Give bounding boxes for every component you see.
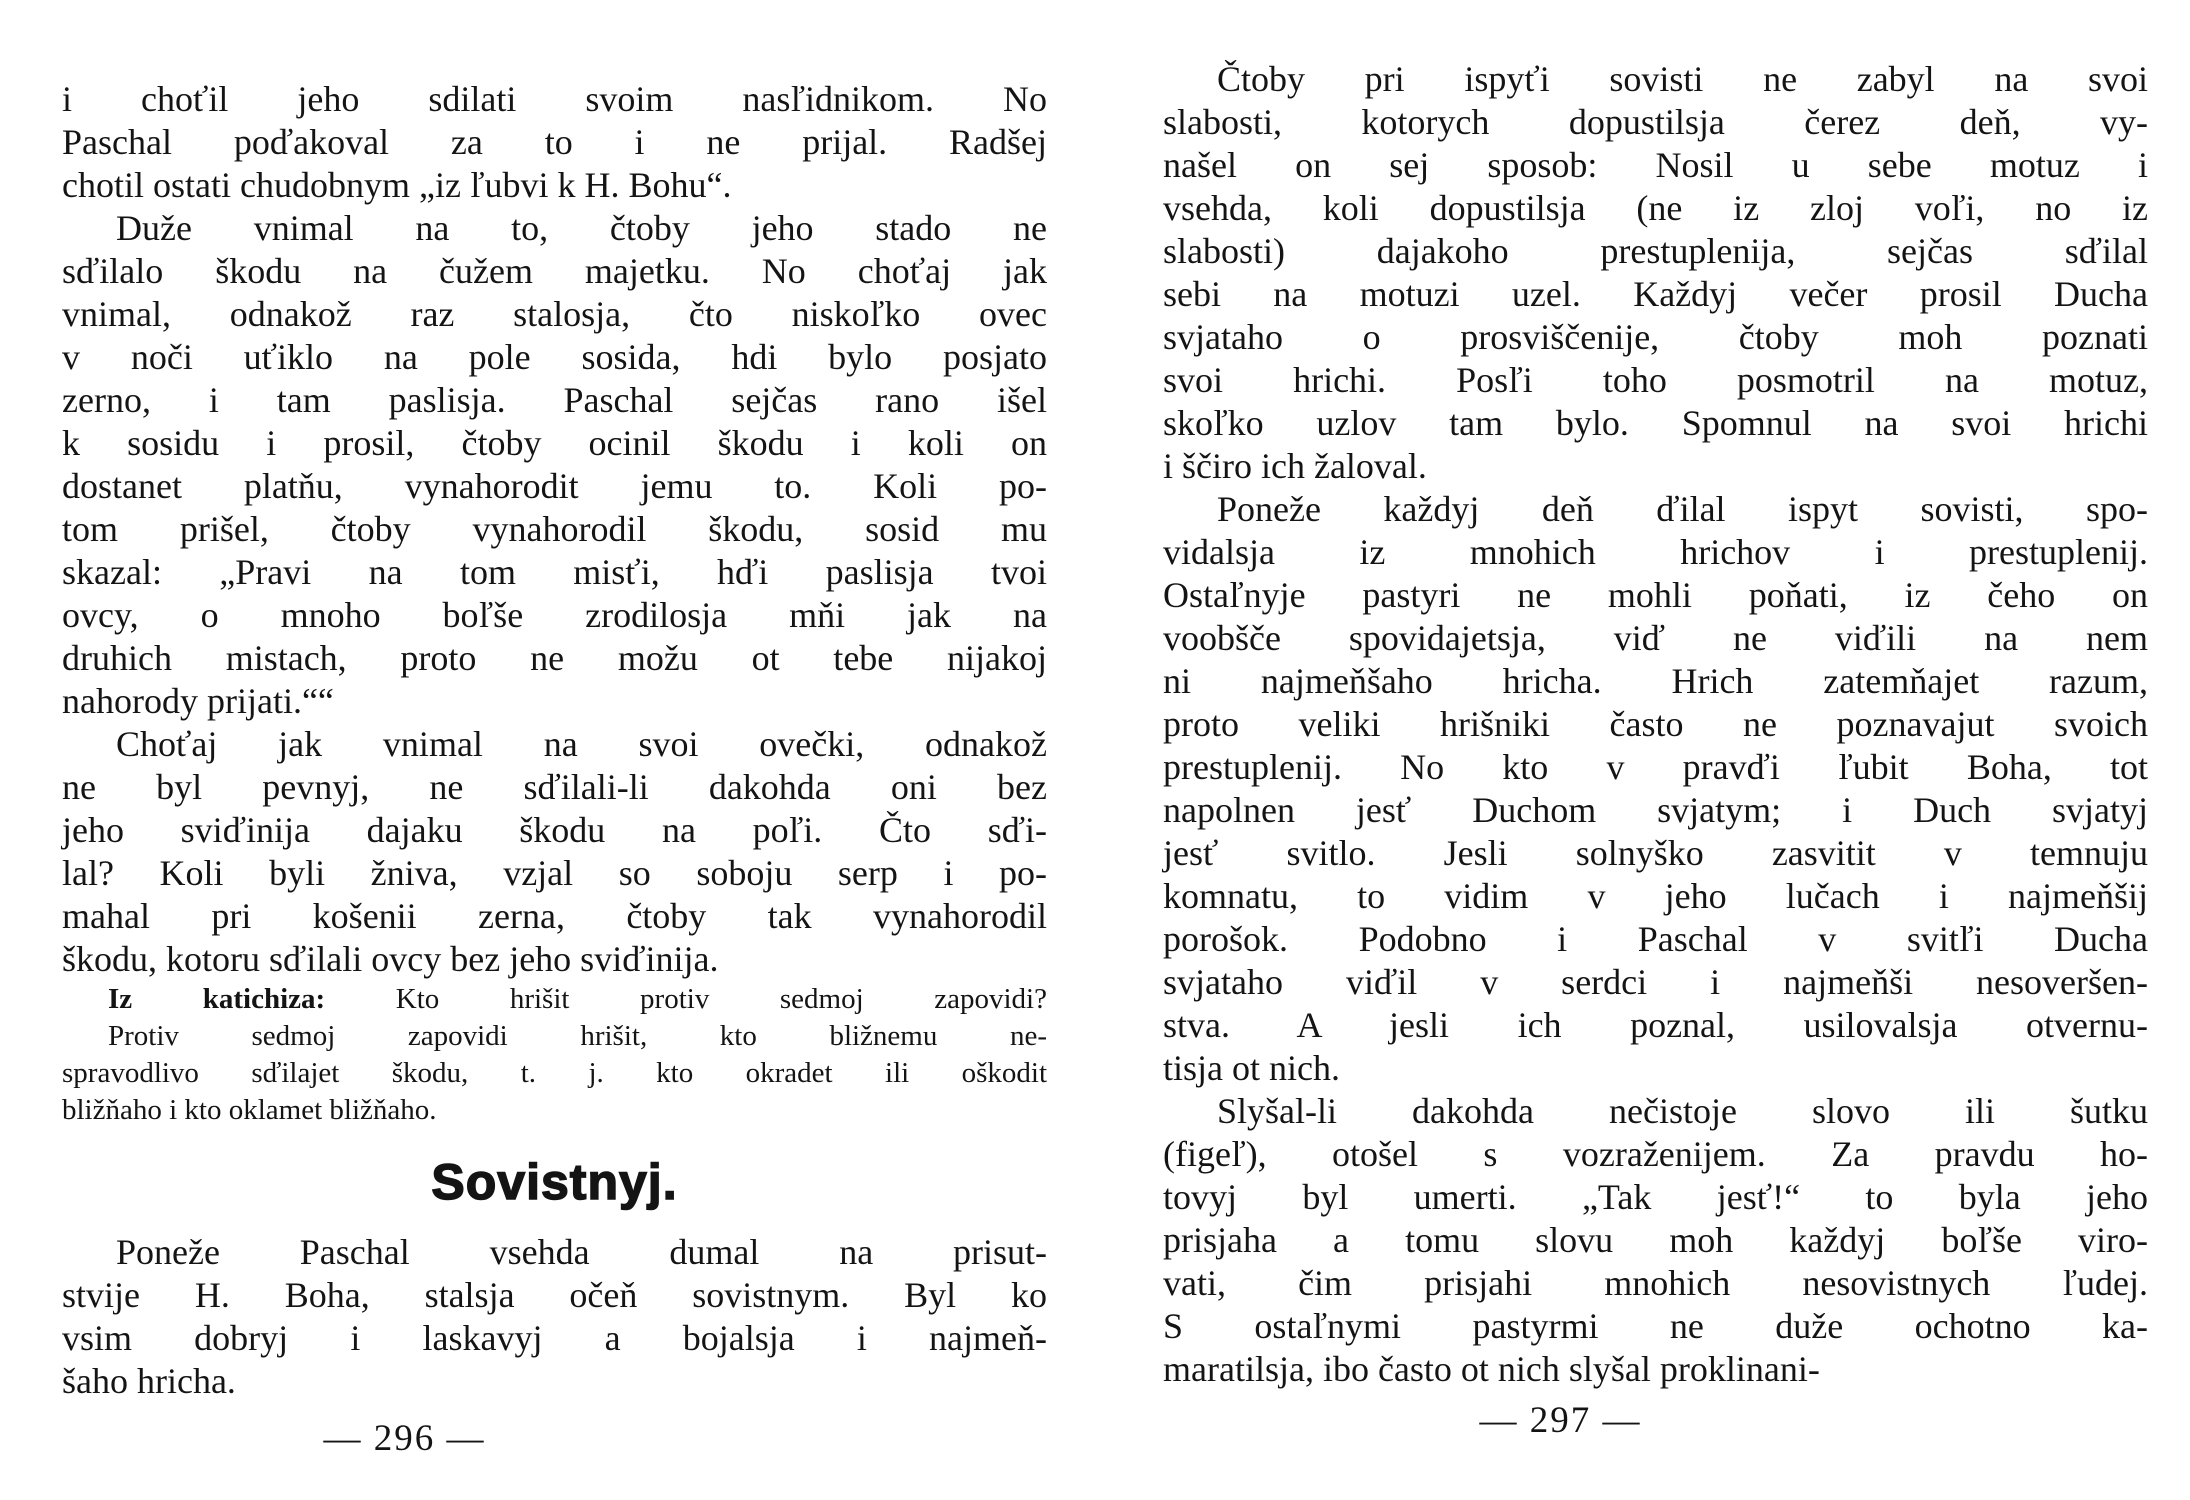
- text-line: spravodlivo sďilajet škodu, t. j. kto okradet ili oškodit: [62, 1057, 1047, 1089]
- left-page-text: [62, 78, 1047, 1403]
- text-line: Choťaj jak vnimal na svoi ovečki, odnakož: [116, 724, 1047, 764]
- right-page-text: [1163, 58, 2148, 1391]
- text-line: Poneže Paschal vsehda dumal na prisut-: [116, 1232, 1047, 1272]
- text-line: proto veliki hrišniki často ne poznavajut svoich: [1163, 704, 2148, 744]
- text-line: Slyšal-li dakohda nečistoje slovo ili šutku: [1217, 1091, 2148, 1131]
- text-line: nahorody prijati.““: [62, 681, 334, 721]
- lead-in-bold: Iz katichiza:: [108, 983, 326, 1015]
- text-line: i ščiro ich žaloval.: [1163, 446, 1427, 486]
- text-line: (figeľ), otošel s vozraženijem. Za pravdu ho-: [1163, 1134, 2148, 1174]
- text-line: skazal: „Pravi na tom misťi, hďi paslisja tvoi: [62, 552, 1047, 592]
- text-line: stva. A jesli ich poznal, usilovalsja otvernu-: [1163, 1005, 2148, 1045]
- text-line: slabosti) dajakoho prestuplenija, sejčas sďilal: [1163, 231, 2148, 271]
- text-segment: Kto hrišit protiv sedmoj zapovidi?: [325, 983, 1047, 1015]
- text-line: vnimal, odnakož raz stalosja, čto niskoľko ovec: [62, 294, 1047, 334]
- text-line: vidalsja iz mnohich hrichov i prestuplenij.: [1163, 532, 2148, 572]
- text-line: Ostaľnyje pastyri ne mohli poňati, iz čeho on: [1163, 575, 2148, 615]
- text-line: lal? Koli byli žniva, vzjal so soboju serp i po-: [62, 853, 1047, 893]
- text-line: Protiv sedmoj zapovidi hrišit, kto bližnemu ne-: [108, 1020, 1047, 1052]
- text-line: ne byl pevnyj, ne sďilali-li dakohda oni bez: [62, 767, 1047, 807]
- text-line: prisjaha a tomu slovu moh každyj boľše viro-: [1163, 1220, 2148, 1260]
- text-line: prestuplenij. No kto v pravďi ľubit Boha, tot: [1163, 747, 2148, 787]
- text-line: porošok. Podobno i Paschal v svitľi Ducha: [1163, 919, 2148, 959]
- text-line: S ostaľnymi pastyrmi ne duže ochotno ka-: [1163, 1306, 2148, 1346]
- text-line: napolnen jesť Duchom svjatym; i Duch svjatyj: [1163, 790, 2148, 830]
- text-line: i choťil jeho sdilati svoim nasľidnikom. No: [62, 79, 1047, 119]
- page-number: — 296 —: [323, 1418, 486, 1459]
- text-line: [62, 981, 1047, 1018]
- text-line: škodu, kotoru sďilali ovcy bez jeho sviďinija.: [62, 939, 719, 979]
- left-page: [62, 78, 1047, 1461]
- text-line: ni najmeňšaho hricha. Hrich zatemňajet razum,: [1163, 661, 2148, 701]
- text-line: komnatu, to vidim v jeho lučach i najmeňšij: [1163, 876, 2148, 916]
- text-line: stvije H. Boha, stalsja očeň sovistnym. Byl ko: [62, 1275, 1047, 1315]
- text-line: šaho hricha.: [62, 1361, 236, 1401]
- text-line: sďilalo škodu na čužem majetku. No choťaj jak: [62, 251, 1047, 291]
- text-line: svjataho viďil v serdci i najmeňši nesoveršen-: [1163, 962, 2148, 1002]
- text-line: vati, čim prisjahi mnohich nesovistnych ľudej.: [1163, 1263, 2148, 1303]
- text-line: Paschal poďakoval za to i ne prijal. Radšej: [62, 122, 1047, 162]
- text-line: maratilsja, ibo často ot nich slyšal proklinani-: [1163, 1349, 1820, 1389]
- text-line: jeho sviďinija dajaku škodu na poľi. Čto sďi-: [62, 810, 1047, 850]
- text-line: mahal pri košenii zerna, čtoby tak vynahorodil: [62, 896, 1047, 936]
- text-line: tom prišel, čtoby vynahorodil škodu, sosid mu: [62, 509, 1047, 549]
- text-line: v noči uťiklo na pole sosida, hdi bylo posjato: [62, 337, 1047, 377]
- chapter-heading: Sovistnyj.: [431, 1154, 678, 1210]
- text-line: voobšče spovidajetsja, viď ne viďili na nem: [1163, 618, 2148, 658]
- text-line: Poneže každyj deň ďilal ispyt sovisti, spo-: [1217, 489, 2148, 529]
- text-line: tovyj byl umerti. „Tak jesť!“ to byla jeho: [1163, 1177, 2148, 1217]
- text-line: ovcy, o mnoho boľše zrodilosja mňi jak na: [62, 595, 1047, 635]
- page-number: — 297 —: [1479, 1400, 1642, 1441]
- text-line: Duže vnimal na to, čtoby jeho stado ne: [116, 208, 1047, 248]
- text-line: chotil ostati chudobnym „iz ľubvi k H. Bohu“.: [62, 165, 732, 205]
- text-line: slabosti, kotorych dopustilsja čerez deň, vy-: [1163, 102, 2148, 142]
- text-line: tisja ot nich.: [1163, 1048, 1340, 1088]
- text-line: bližňaho i kto oklamet bližňaho.: [62, 1094, 437, 1126]
- text-line: sebi na motuzi uzel. Každyj večer prosil Ducha: [1163, 274, 2148, 314]
- text-line: skoľko uzlov tam bylo. Spomnul na svoi hrichi: [1163, 403, 2148, 443]
- text-line: vsehda, koli dopustilsja (ne iz zloj voľi, no iz: [1163, 188, 2148, 228]
- text-line: svoi hrichi. Posľi toho posmotril na motuz,: [1163, 360, 2148, 400]
- text-line: dostanet platňu, vynahorodit jemu to. Koli po-: [62, 466, 1047, 506]
- text-line: jesť svitlo. Jesli solnyško zasvitit v temnuju: [1163, 833, 2148, 873]
- text-line: k sosidu i prosil, čtoby ocinil škodu i koli on: [62, 423, 1047, 463]
- text-line: našel on sej sposob: Nosil u sebe motuz i: [1163, 145, 2148, 185]
- text-line: vsim dobryj i laskavyj a bojalsja i najmeň-: [62, 1318, 1047, 1358]
- right-page: [1163, 58, 2148, 1443]
- text-line: svjataho o prosviščenije, čtoby moh poznati: [1163, 317, 2148, 357]
- text-line: Čtoby pri ispyťi sovisti ne zabyl na svoi: [1217, 59, 2148, 99]
- text-line: druhich mistach, proto ne možu ot tebe nijakoj: [62, 638, 1047, 678]
- text-line: zerno, i tam paslisja. Paschal sejčas rano išel: [62, 380, 1047, 420]
